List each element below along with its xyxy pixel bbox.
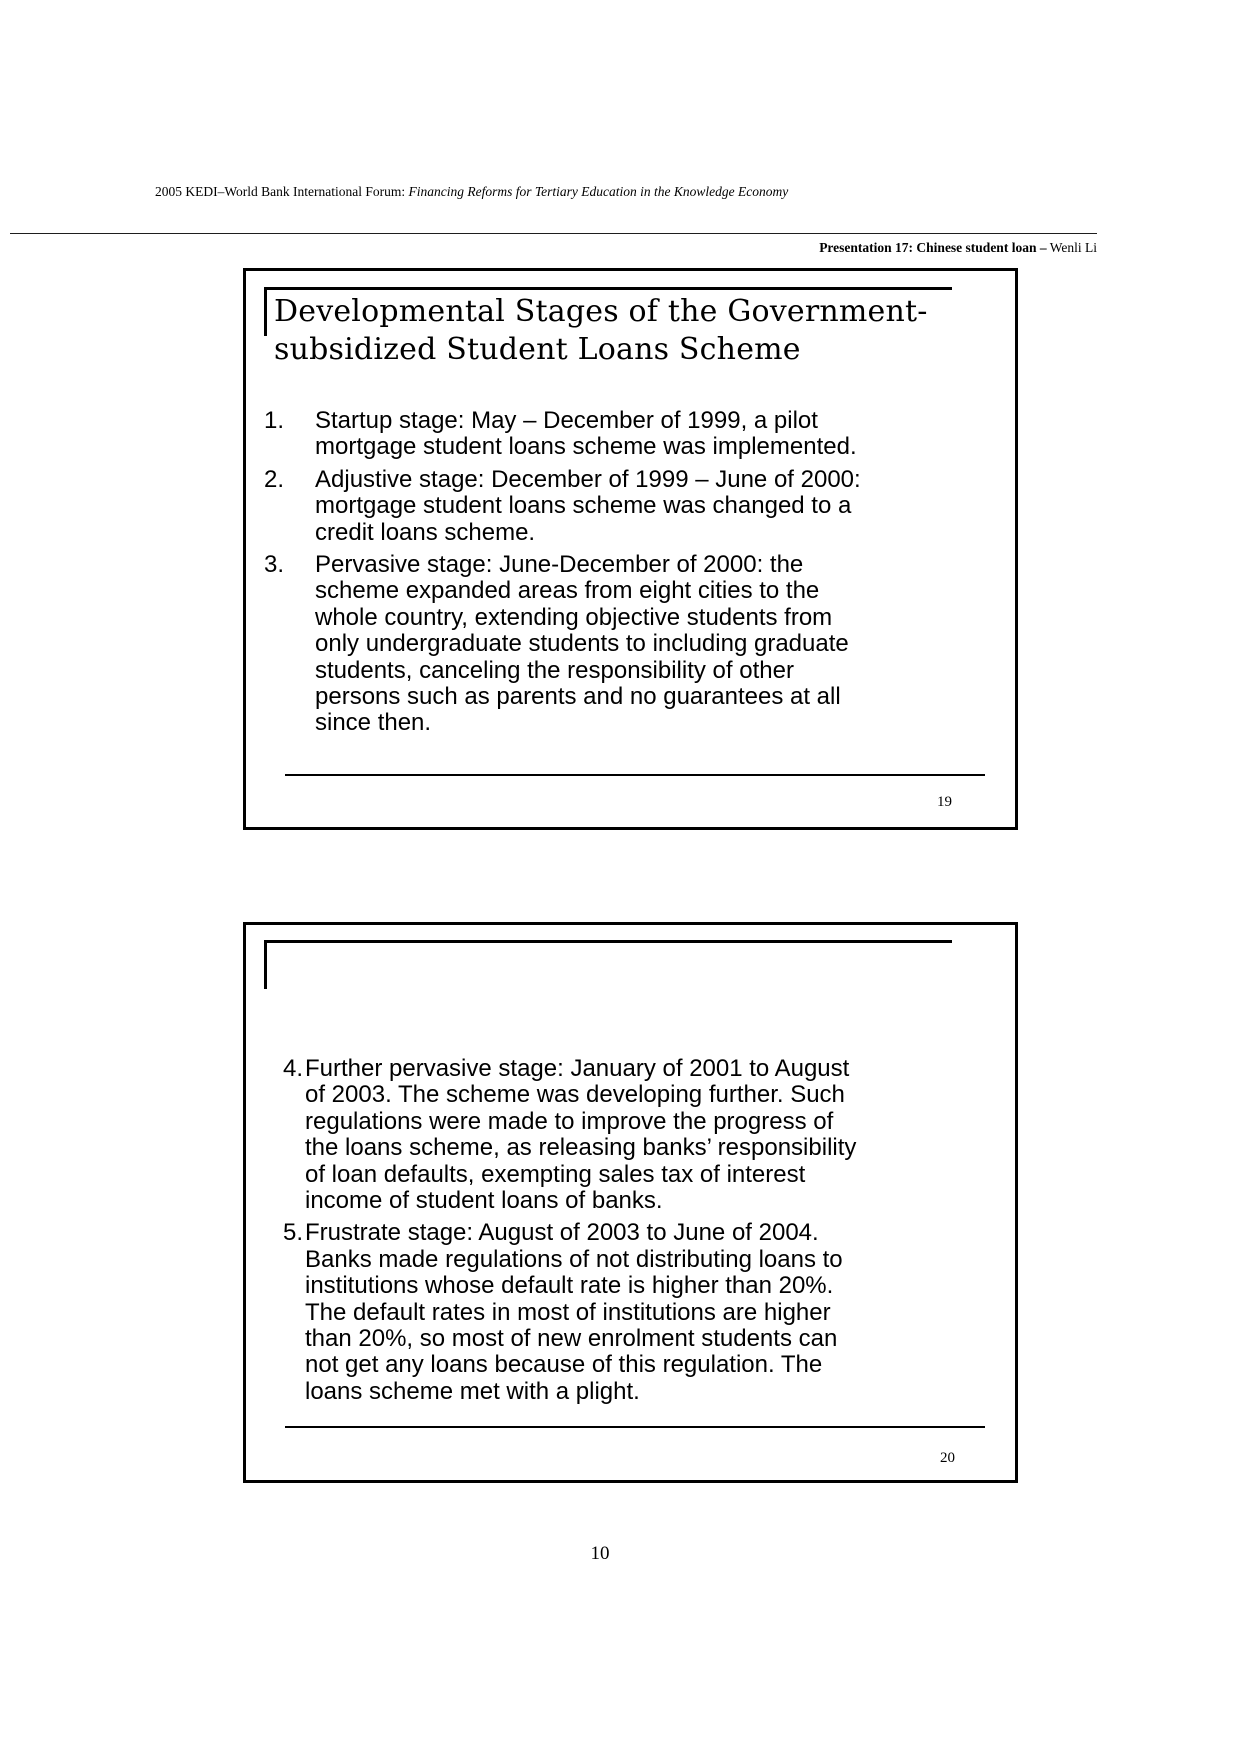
forum-header-title: Financing Reforms for Tertiary Education in the Knowledge Economy <box>408 184 789 199</box>
list-item-number: 2. <box>264 465 285 493</box>
slide-title <box>274 293 928 369</box>
text-line: than 20%, so most of new enrolment students can <box>305 1325 838 1353</box>
text-line: Adjustive stage: December of 1999 – June of 2000: <box>315 465 861 493</box>
list-item-number: 1. <box>264 407 285 434</box>
slide-19-frame <box>243 268 1018 830</box>
list-item <box>246 552 1015 737</box>
slide-footer-rule <box>285 774 985 776</box>
slide-number: 20 <box>940 1450 955 1466</box>
text-line: only undergraduate students to including graduate <box>315 630 849 658</box>
text-line: Frustrate stage: August of 2003 to June of 2004. <box>305 1219 819 1247</box>
numbered-list <box>246 1056 1015 1411</box>
text-line: income of student loans of banks. <box>305 1187 663 1215</box>
slide-number: 19 <box>937 794 952 810</box>
text-line: students, canceling the responsibility of other <box>315 656 794 684</box>
presentation-header <box>0 240 1097 256</box>
text-line: The default rates in most of institutions are higher <box>305 1298 831 1326</box>
title-top-rule <box>264 940 952 943</box>
numbered-list <box>246 408 1015 743</box>
text-line: whole country, extending objective students from <box>315 603 833 631</box>
slide-title-line: Developmental Stages of the Government- <box>274 294 928 329</box>
page-number: 10 <box>590 1543 610 1564</box>
list-item-number: 4. <box>283 1055 304 1082</box>
title-top-rule <box>264 287 952 290</box>
text-line: of 2003. The scheme was developing further. Such <box>305 1081 845 1109</box>
text-line: not get any loans because of this regulation. The <box>305 1351 823 1379</box>
title-left-rule <box>264 287 267 336</box>
text-line: of loan defaults, exempting sales tax of interest <box>305 1160 806 1188</box>
list-item <box>246 1056 1015 1214</box>
text-line: Banks made regulations of not distributing loans to <box>305 1245 843 1273</box>
slide-footer-rule <box>285 1426 985 1428</box>
text-line: Pervasive stage: June-December of 2000: the <box>315 551 804 579</box>
forum-header-prefix: 2005 KEDI–World Bank International Forum: <box>155 184 409 199</box>
text-line: regulations were made to improve the progress of <box>305 1107 834 1135</box>
text-line: loans scheme met with a plight. <box>305 1377 640 1405</box>
slide-20-frame <box>243 922 1018 1483</box>
text-line: since then. <box>315 709 432 737</box>
header-divider <box>10 233 1097 234</box>
text-line: Startup stage: May – December of 1999, a pilot <box>315 407 818 434</box>
text-line: mortgage student loans scheme was implemented. <box>315 433 857 461</box>
text-line: credit loans scheme. <box>315 518 536 546</box>
text-line: persons such as parents and no guarantees at all <box>315 683 841 711</box>
forum-header <box>155 184 788 200</box>
slide-title-line: subsidized Student Loans Scheme <box>274 332 801 367</box>
text-line: Further pervasive stage: January of 2001 to August <box>305 1055 850 1082</box>
list-item-number: 3. <box>264 551 285 579</box>
text-line: mortgage student loans scheme was changed to a <box>315 492 852 520</box>
list-item <box>246 467 1015 546</box>
text-line: the loans scheme, as releasing banks’ responsibility <box>305 1134 857 1162</box>
list-item <box>246 1220 1015 1405</box>
list-item <box>246 408 1015 461</box>
text-line: scheme expanded areas from eight cities to the <box>315 577 820 605</box>
presentation-author: Wenli Li <box>1046 240 1097 255</box>
title-left-rule <box>264 940 267 989</box>
list-item-number: 5. <box>283 1219 304 1247</box>
presentation-label: Presentation 17: Chinese student loan – <box>819 240 1047 255</box>
text-line: institutions whose default rate is higher than 20%. <box>305 1272 834 1300</box>
